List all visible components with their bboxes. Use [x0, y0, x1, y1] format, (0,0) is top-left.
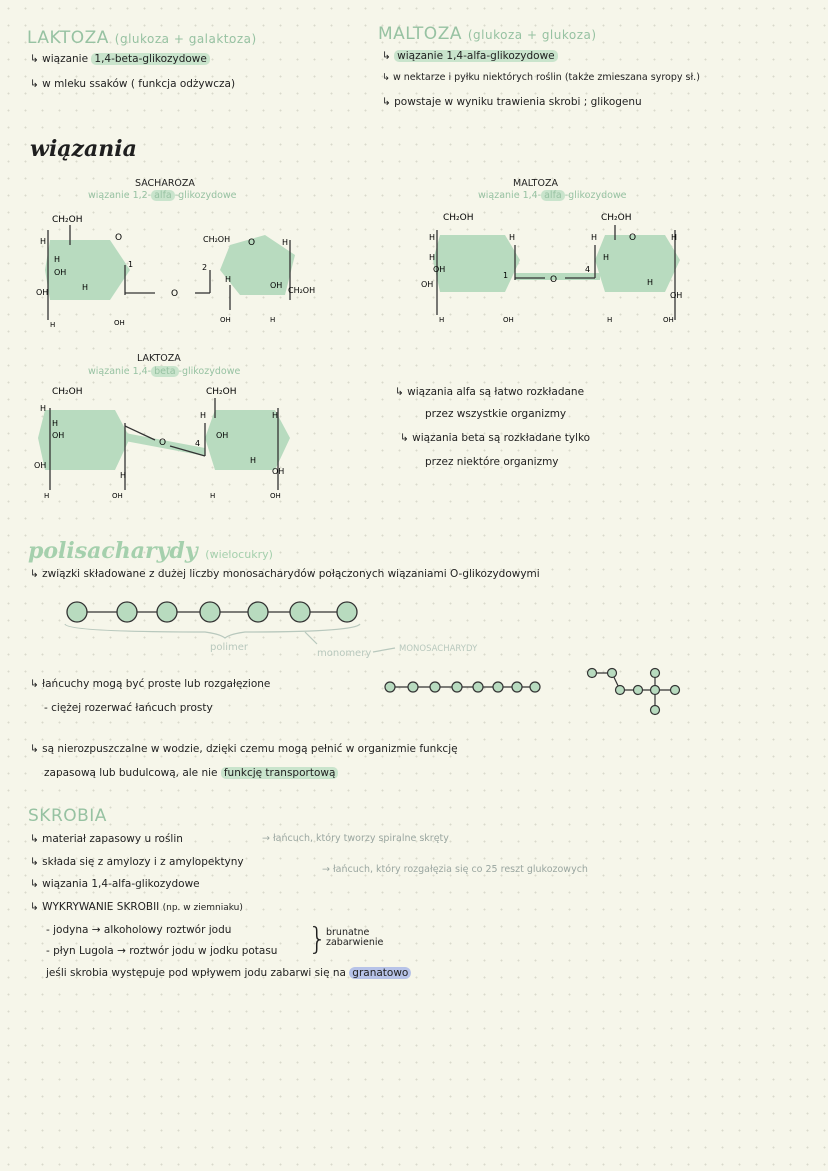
ch2oh-label: CH₂OH — [203, 235, 231, 244]
o-bridge-label: O — [159, 438, 167, 448]
maltoza-line3: ↳ powstaje w wyniku trawienia skrobi ; glikogenu — [382, 96, 642, 108]
ch2oh-label: CH₂OH — [288, 286, 316, 295]
h-label: H — [40, 404, 47, 413]
starch-line2-note: → łańcuch, który rozgałęzia się co 25 reszt glukozowych — [322, 864, 588, 875]
o-bridge-label: O — [171, 289, 179, 299]
poly-line4: ↳ są nierozpuszczalne w wodzie, dzięki czemu mogą pełnić w organizmie funkcję — [30, 743, 458, 755]
poly-line5: zapasową lub budulcową, ale nie funkcję transportową — [44, 767, 338, 779]
oh-label: OH — [663, 316, 674, 324]
o-bridge-label: O — [550, 275, 558, 285]
h-label: H — [282, 238, 289, 247]
polymer-label: polimer — [210, 642, 249, 653]
oh-label: OH — [34, 461, 47, 470]
o-label: O — [629, 233, 637, 243]
sacharoza-structure — [20, 200, 350, 335]
oh-label: OH — [270, 281, 283, 290]
laktoza-line1: ↳ wiązanie 1,4-beta-glikozydowe — [30, 53, 210, 65]
polysaccharides-heading: polisacharydy (wielocukry) — [28, 538, 273, 564]
laktoza-title: LAKTOZA (glukoza + galaktoza) — [27, 28, 257, 48]
oh-label: OH — [503, 316, 514, 324]
num-4-label: 4 — [195, 439, 201, 448]
starch-line1-note: → łańcuch, który tworzy spiralne skręty — [262, 833, 449, 844]
num-1-label: 1 — [128, 260, 134, 269]
bond-highlight — [515, 273, 600, 280]
sacharoza-title: SACHAROZA — [135, 178, 195, 189]
starch-line2: ↳ składa się z amylozy i z amylopektyny — [30, 856, 244, 868]
maltoza-line2: ↳ w nektarze i pyłku niektórych roślin (także zmieszana syropy sł.) — [382, 72, 700, 83]
h-label: H — [225, 275, 232, 284]
starch-line7: jeśli skrobia występuje pod wpływem jodu zabarwi się na granatowo — [46, 967, 411, 979]
maltoza-title: MALTOZA (glukoza + glukoza) — [378, 24, 597, 44]
h-label: H — [82, 283, 89, 292]
ch2oh-label: CH₂OH — [601, 213, 632, 223]
h-label: H — [429, 233, 436, 242]
ch2oh-label: CH₂OH — [206, 387, 237, 397]
laktoza-line2: ↳ w mleku ssaków ( funkcja odżywcza) — [30, 78, 236, 90]
poly-line2: ↳ łańcuchy mogą być proste lub rozgałęzione — [30, 678, 271, 690]
oh-label: OH — [433, 265, 446, 274]
bonds-heading: wiązania — [30, 136, 137, 162]
sacharoza-bond: wiązanie 1,2- alfa -glikozydowe — [88, 190, 237, 201]
h-label: H — [54, 255, 61, 264]
h-label: H — [210, 492, 216, 500]
maltoza-bond: wiązanie 1,4- alfa -glikozydowe — [478, 190, 627, 201]
h-label: H — [272, 411, 279, 420]
oh-label: OH — [220, 316, 231, 324]
oh-label: OH — [270, 492, 281, 500]
maltoza-structure — [415, 200, 715, 330]
starch-line1: ↳ materiał zapasowy u roślin — [30, 833, 183, 845]
poly-line1: ↳ związki składowane z dużej liczby monosacharydów połączonych wiązaniami O-glikozydowymi — [30, 568, 540, 580]
num-1-label: 1 — [503, 271, 509, 280]
h-label: H — [250, 456, 257, 465]
oh-label: OH — [216, 431, 229, 440]
h-label: H — [200, 411, 207, 420]
o-label: O — [115, 233, 123, 243]
chain-shapes — [380, 665, 690, 720]
h-label: H — [270, 316, 276, 324]
starch-line5: - jodyna → alkoholowy roztwór jodu — [46, 924, 232, 936]
note-alpha-2: przez wszystkie organizmy — [425, 408, 567, 420]
laktoza-bond: wiązanie 1,4- beta -glikozydowe — [88, 366, 241, 377]
num-4-label: 4 — [585, 265, 591, 274]
oh-label: OH — [670, 291, 683, 300]
maltoza-structure-title: MALTOZA — [513, 178, 558, 189]
oh-label: OH — [272, 467, 285, 476]
glucose-ring-2 — [595, 235, 680, 292]
starch-line6: - płyn Lugola → roztwór jodu w jodku potasu — [46, 945, 278, 957]
oh-label: OH — [421, 280, 434, 289]
starch-heading: SKROBIA — [28, 806, 107, 826]
laktoza-structure-title: LAKTOZA — [137, 353, 181, 364]
note-beta-2: przez niektóre organizmy — [425, 456, 559, 468]
ch2oh-label: CH₂OH — [443, 213, 474, 223]
h-label: H — [40, 237, 47, 246]
num-2-label: 2 — [202, 263, 208, 272]
oh-label: OH — [52, 431, 65, 440]
oh-label: OH — [36, 288, 49, 297]
note-alpha-1: ↳ wiązania alfa są łatwo rozkładane — [395, 386, 585, 398]
h-label: H — [52, 419, 59, 428]
polymer-diagram — [55, 592, 525, 662]
brace-note: brunatne zabarwienie — [326, 927, 384, 948]
h-label: H — [591, 233, 598, 242]
glucose-ring-1 — [433, 235, 520, 292]
starch-line4: ↳ WYKRYWANIE SKROBII (np. w ziemniaku) — [30, 901, 243, 913]
oh-label: OH — [54, 268, 67, 277]
maltoza-line1: ↳ wiązanie 1,4-alfa-glikozydowe — [382, 50, 558, 62]
o-label: O — [248, 238, 256, 248]
h-label: H — [44, 492, 50, 500]
h-label: H — [120, 471, 127, 480]
h-label: H — [429, 253, 436, 262]
oh-label: OH — [112, 492, 123, 500]
monomers-label: monomery — [317, 648, 372, 659]
monosaccharides-label: MONOSACHARYDY — [399, 644, 478, 654]
h-label: H — [439, 316, 445, 324]
h-label: H — [509, 233, 516, 242]
laktoza-structure — [20, 378, 320, 508]
starch-line3: ↳ wiązania 1,4-alfa-glikozydowe — [30, 878, 200, 890]
h-label: H — [607, 316, 613, 324]
oh-label: OH — [114, 319, 125, 327]
h-label: H — [603, 253, 610, 262]
ch2oh-label: CH₂OH — [52, 387, 83, 397]
brace-icon: } — [308, 922, 328, 957]
h-label: H — [647, 278, 654, 287]
h-label: H — [671, 233, 678, 242]
note-beta-1: ↳ wiązania beta są rozkładane tylko — [400, 432, 591, 444]
ch2oh-label: CH₂OH — [52, 215, 83, 225]
h-label: H — [50, 321, 56, 329]
poly-line3: - ciężej rozerwać łańcuch prosty — [44, 702, 213, 714]
